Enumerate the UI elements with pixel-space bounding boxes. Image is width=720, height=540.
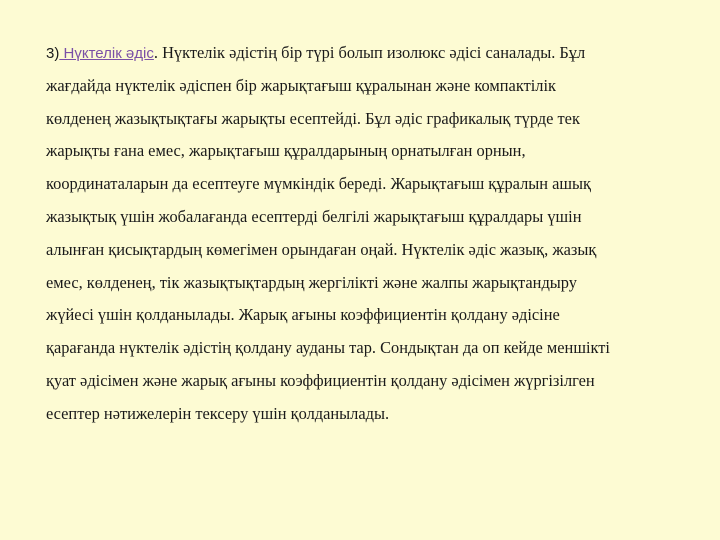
text-line: қуат әдісімен және жарық ағыны коэффициентін қолдану әдісімен жүргізілген xyxy=(46,370,595,390)
item-number: 3) xyxy=(46,45,60,62)
text-line: есептер нәтижелерін тексеру үшін қолданылады. xyxy=(46,403,390,423)
text-line: қарағанда нүктелік әдістің қолдану ауданы тар. Сондықтан да оп кейде меншікті xyxy=(46,338,610,358)
text-line: алынған қисықтардың көмегімен орындаған оңай. Нүктелік әдіс жазық, жазық xyxy=(46,239,597,259)
text-line: жүйесі үшін қолданылады. Жарық ағыны коэффициентін қолдану әдісіне xyxy=(46,305,560,325)
text-line: емес, көлденең, тік жазықтықтардың жергілікті және жалпы жарықтандыру xyxy=(46,272,577,292)
text-line-1 xyxy=(46,37,686,70)
heading-link[interactable]: Нүктелік әдіс xyxy=(59,45,154,62)
paragraph xyxy=(46,37,686,431)
text-line: координаталарын да есептеуге мүмкіндік береді. Жарықтағыш құралын ашық xyxy=(46,174,592,194)
text-line: жағдайда нүктелік әдіспен бір жарықтағыш құралынан және компактілік xyxy=(46,75,556,95)
first-line-text: . Нүктелік әдістің бір түрі болып изолюкс әдісі саналады. Бұл xyxy=(153,43,586,62)
text-line: жарықты ғана емес, жарықтағыш құралдарының орнатылған орнын, xyxy=(46,141,526,161)
text-line: жазықтық үшін жобалағанда есептерді белгілі жарықтағыш құралдары үшін xyxy=(46,206,582,226)
text-line: көлденең жазықтықтағы жарықты есептейді. Бұл әдіс графикалық түрде тек xyxy=(46,108,580,128)
